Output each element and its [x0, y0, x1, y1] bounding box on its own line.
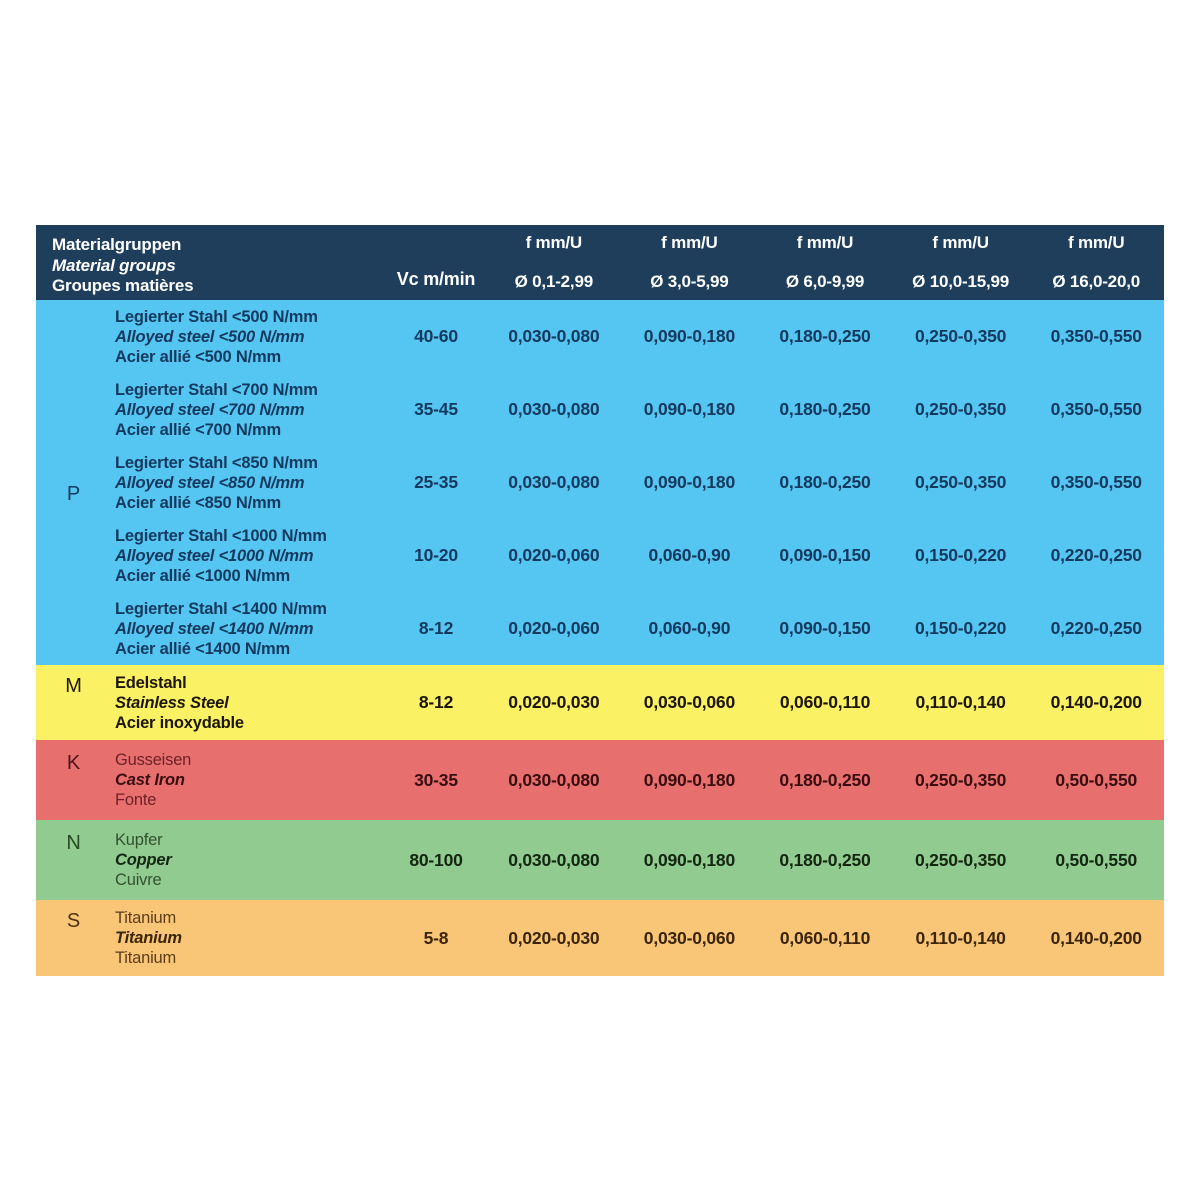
- group-letter-k: K: [66, 752, 81, 774]
- vc-value: 35-45: [414, 399, 458, 419]
- feed-value: 0,030-0,080: [508, 326, 600, 346]
- feed-value: 0,110-0,140: [915, 692, 1006, 712]
- feed-value: 0,180-0,250: [779, 849, 871, 870]
- vc-value: 10-20: [414, 545, 458, 565]
- feed-value: 0,350-0,550: [1050, 472, 1142, 492]
- feed-value: 0,060-0,90: [648, 618, 731, 638]
- group-letter-n: N: [66, 832, 81, 854]
- feed-value: 0,020-0,060: [508, 618, 600, 638]
- title-en: Material groups: [52, 255, 176, 275]
- feed-value: 0,030-0,060: [643, 692, 735, 712]
- feed-value: 0,50-0,550: [1055, 849, 1138, 870]
- material-group-k: [36, 740, 1164, 820]
- material-fr: Acier allié <850 N/mm: [115, 493, 281, 512]
- table-row: [111, 820, 1164, 900]
- column-header-f1: [486, 225, 622, 300]
- feed-unit-label: f mm/U: [525, 233, 582, 252]
- feed-value: 0,350-0,550: [1050, 326, 1142, 346]
- material-de: Legierter Stahl <850 N/mm: [115, 453, 318, 472]
- material-label: [111, 599, 386, 659]
- material-group-s: [36, 900, 1164, 976]
- vc-value: 8-12: [418, 618, 454, 638]
- feed-value: 0,250-0,350: [914, 399, 1007, 419]
- feed-value: 0,180-0,250: [779, 399, 871, 419]
- material-de: Legierter Stahl <500 N/mm: [115, 307, 318, 326]
- feed-value: 0,090-0,180: [643, 769, 735, 790]
- feed-value: 0,220-0,250: [1050, 618, 1142, 638]
- material-de: Titanium: [115, 909, 177, 927]
- table-row: [111, 300, 1164, 373]
- feed-unit-label: f mm/U: [1067, 233, 1125, 252]
- material-group-m: [36, 665, 1164, 740]
- material-de: Gusseisen: [115, 751, 192, 769]
- vc-value: 25-35: [414, 472, 458, 492]
- material-en: Alloyed steel <1000 N/mm: [115, 546, 314, 565]
- column-header-vc: Vc m/min: [396, 269, 476, 289]
- material-label: [111, 750, 386, 810]
- feed-value: 0,030-0,080: [508, 472, 600, 492]
- material-label: [111, 908, 386, 968]
- title-de: Materialgruppen: [52, 235, 182, 255]
- feed-value: 0,030-0,080: [508, 399, 600, 419]
- table-row: [111, 373, 1164, 446]
- vc-value: 8-12: [418, 692, 454, 712]
- material-de: Edelstahl: [115, 673, 187, 692]
- material-en: Cast Iron: [115, 771, 185, 789]
- table-header-row: [36, 225, 1164, 300]
- material-fr: Acier allié <1400 N/mm: [115, 639, 290, 658]
- diameter-range-label: Ø 10,0-15,99: [912, 272, 1010, 291]
- material-fr: Fonte: [115, 791, 157, 809]
- material-de: Legierter Stahl <700 N/mm: [115, 380, 318, 399]
- material-label: [111, 830, 386, 890]
- feed-value: 0,250-0,350: [914, 849, 1007, 870]
- material-label: [111, 307, 386, 367]
- feed-rate-table: [36, 225, 1164, 976]
- material-en: Copper: [115, 851, 172, 869]
- feed-value: 0,060-0,110: [779, 927, 871, 948]
- material-label: [111, 380, 386, 440]
- feed-value: 0,250-0,350: [914, 769, 1007, 790]
- material-de: Legierter Stahl <1400 N/mm: [115, 599, 327, 618]
- feed-value: 0,060-0,90: [648, 545, 731, 565]
- table-row: [111, 446, 1164, 519]
- material-en: Alloyed steel <500 N/mm: [115, 327, 305, 346]
- feed-value: 0,150-0,220: [914, 618, 1007, 638]
- feed-value: 0,030-0,080: [508, 849, 600, 870]
- feed-value: 0,250-0,350: [914, 326, 1007, 346]
- material-en: Alloyed steel <1400 N/mm: [115, 619, 314, 638]
- feed-value: 0,110-0,140: [915, 927, 1006, 948]
- vc-value: 40-60: [414, 326, 458, 346]
- material-fr: Cuivre: [115, 871, 162, 889]
- feed-value: 0,090-0,180: [643, 472, 735, 492]
- feed-value: 0,090-0,150: [779, 545, 871, 565]
- column-header-f3: [757, 225, 893, 300]
- table-row: [111, 900, 1164, 976]
- material-de: Legierter Stahl <1000 N/mm: [115, 526, 327, 545]
- group-letter-s: S: [66, 910, 81, 932]
- table-row: [111, 740, 1164, 820]
- diameter-range-label: Ø 0,1-2,99: [514, 272, 593, 291]
- material-en: Titanium: [115, 929, 182, 947]
- feed-value: 0,180-0,250: [779, 769, 871, 790]
- diameter-range-label: Ø 6,0-9,99: [785, 272, 865, 291]
- feed-value: 0,090-0,180: [643, 326, 735, 346]
- feed-value: 0,030-0,060: [643, 927, 735, 948]
- feed-value: 0,090-0,180: [643, 399, 735, 419]
- material-fr: Acier allié <500 N/mm: [115, 347, 281, 366]
- feed-value: 0,090-0,180: [643, 849, 735, 870]
- table-row: [111, 592, 1164, 665]
- material-label: [111, 673, 386, 733]
- group-letter-m: M: [65, 675, 82, 697]
- table-title: [36, 225, 386, 300]
- feed-value: 0,030-0,080: [508, 769, 600, 790]
- material-fr: Acier inoxydable: [115, 713, 244, 732]
- material-en: Alloyed steel <850 N/mm: [115, 473, 305, 492]
- feed-value: 0,50-0,550: [1055, 769, 1138, 790]
- material-group-p: [36, 300, 1164, 665]
- feed-value: 0,020-0,060: [508, 545, 600, 565]
- vc-value: 30-35: [414, 769, 458, 790]
- material-de: Kupfer: [115, 831, 163, 849]
- title-fr: Groupes matières: [52, 276, 194, 296]
- diameter-range-label: Ø 3,0-5,99: [650, 272, 729, 291]
- feed-value: 0,350-0,550: [1050, 399, 1142, 419]
- column-header-f2: [622, 225, 758, 300]
- feed-unit-label: f mm/U: [796, 233, 854, 252]
- feed-value: 0,150-0,220: [914, 545, 1007, 565]
- material-fr: Acier allié <700 N/mm: [115, 420, 281, 439]
- material-en: Stainless Steel: [115, 693, 229, 712]
- material-en: Alloyed steel <700 N/mm: [115, 400, 305, 419]
- column-header-f4: [893, 225, 1029, 300]
- feed-value: 0,090-0,150: [779, 618, 871, 638]
- table-row: [111, 519, 1164, 592]
- group-letter-p: P: [66, 482, 81, 505]
- feed-value: 0,180-0,250: [779, 326, 871, 346]
- material-label: [111, 526, 386, 586]
- table-row: [111, 665, 1164, 740]
- column-header-f5: [1028, 225, 1164, 300]
- vc-value: 80-100: [409, 849, 463, 870]
- feed-value: 0,140-0,200: [1050, 692, 1142, 712]
- diameter-range-label: Ø 16,0-20,0: [1052, 272, 1140, 291]
- material-group-n: [36, 820, 1164, 900]
- material-fr: Acier allié <1000 N/mm: [115, 566, 290, 585]
- material-label: [111, 453, 386, 513]
- feed-value: 0,020-0,030: [508, 692, 600, 712]
- feed-value: 0,180-0,250: [779, 472, 871, 492]
- feed-value: 0,220-0,250: [1050, 545, 1142, 565]
- feed-unit-label: f mm/U: [932, 233, 989, 252]
- feed-value: 0,020-0,030: [508, 927, 600, 948]
- feed-unit-label: f mm/U: [661, 233, 718, 252]
- vc-value: 5-8: [423, 927, 449, 948]
- feed-value: 0,250-0,350: [914, 472, 1007, 492]
- material-fr: Titanium: [115, 949, 177, 967]
- feed-value: 0,060-0,110: [779, 692, 871, 712]
- feed-value: 0,140-0,200: [1050, 927, 1142, 948]
